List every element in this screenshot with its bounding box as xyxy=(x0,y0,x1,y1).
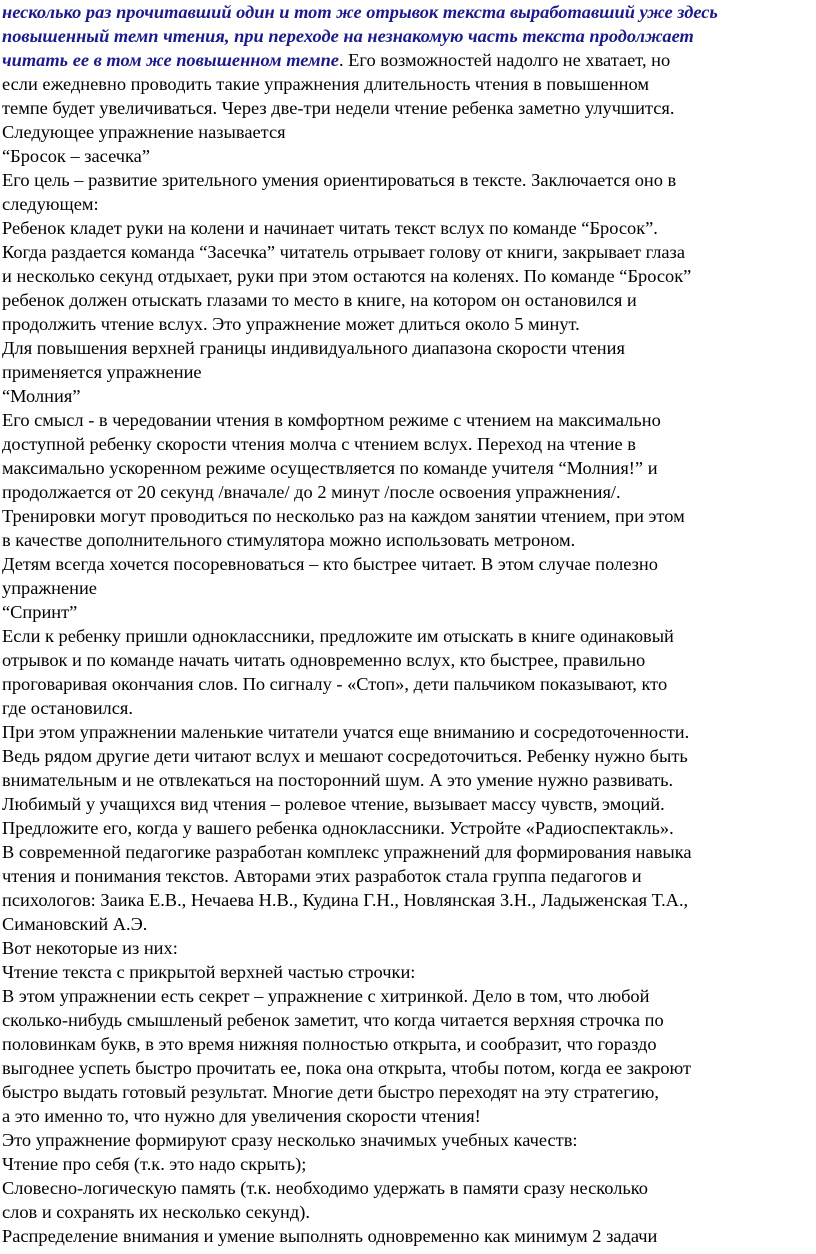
body-text: . Его возможностей надолго не хватает, но xyxy=(338,50,671,70)
text-line xyxy=(2,1008,804,1032)
body-text: где остановился. xyxy=(2,698,133,718)
text-line xyxy=(2,24,804,48)
text-line xyxy=(2,336,804,360)
text-line xyxy=(2,192,804,216)
emphasized-text: повышенный темп чтения, при переходе на незнакомую часть текста продолжает xyxy=(2,26,694,46)
text-line xyxy=(2,1128,804,1152)
body-text: “Спринт” xyxy=(2,602,78,622)
text-line xyxy=(2,96,804,120)
body-text: чтения и понимания текстов. Авторами этих разработок стала группа педагогов и xyxy=(2,866,642,886)
body-text: Следующее упражнение называется xyxy=(2,122,286,142)
body-text: упражнение xyxy=(2,578,97,598)
body-text: При этом упражнении маленькие читатели учатся еще вниманию и сосредоточенности. xyxy=(2,722,690,742)
body-text: Тренировки могут проводиться по несколько раз на каждом занятии чтением, при этом xyxy=(2,506,685,526)
body-text: выгоднее успеть быстро прочитать ее, пока она открыта, чтобы потом, когда ее закроют xyxy=(2,1058,692,1078)
text-line xyxy=(2,696,804,720)
body-text: Если к ребенку пришли одноклассники, предложите им отыскать в книге одинаковый xyxy=(2,626,674,646)
text-line xyxy=(2,120,804,144)
body-text: половинкам букв, в это время нижняя полностью открыта, и сообразит, что гораздо xyxy=(2,1034,657,1054)
text-line xyxy=(2,744,804,768)
body-text: Словесно-логическую память (т.к. необходимо удержать в памяти сразу несколько xyxy=(2,1178,648,1198)
body-text: В современной педагогике разработан комплекс упражнений для формирования навыка xyxy=(2,842,692,862)
body-text: продолжается от 20 секунд /вначале/ до 2 минут /после освоения упражнения/. xyxy=(2,482,621,502)
text-line xyxy=(2,408,804,432)
text-line xyxy=(2,1200,804,1224)
body-text: Ребенок кладет руки на колени и начинает читать текст вслух по команде “Бросок”. xyxy=(2,218,658,238)
text-line xyxy=(2,648,804,672)
body-text: Для повышения верхней границы индивидуального диапазона скорости чтения xyxy=(2,338,625,358)
body-text: темпе будет увеличиваться. Через две-три недели чтение ребенка заметно улучшится. xyxy=(2,98,675,118)
text-line xyxy=(2,984,804,1008)
text-line xyxy=(2,1056,804,1080)
body-text: продолжить чтение вслух. Это упражнение может длиться около 5 минут. xyxy=(2,314,580,334)
text-line xyxy=(2,240,804,264)
body-text: Чтение текста с прикрытой верхней частью строчки: xyxy=(2,962,416,982)
emphasized-text: несколько раз прочитавший один и тот же отрывок текста выработавший уже здесь xyxy=(2,2,718,22)
body-text: внимательным и не отвлекаться на посторонний шум. А это умение нужно развивать. xyxy=(2,770,674,790)
body-text: психологов: Заика Е.В., Нечаева Н.В., Кудина Г.Н., Новлянская З.Н., Ладыженская Т.А., xyxy=(2,890,689,910)
body-text: сколько-нибудь смышленый ребенок заметит, что когда читается верхняя строчка по xyxy=(2,1010,664,1030)
text-line xyxy=(2,840,804,864)
text-line xyxy=(2,768,804,792)
body-text: проговаривая окончания слов. По сигналу - «Стоп», дети пальчиком показывают, кто xyxy=(2,674,668,694)
text-line xyxy=(2,576,804,600)
text-line xyxy=(2,384,804,408)
body-text: Детям всегда хочется посоревноваться – кто быстрее читает. В этом случае полезно xyxy=(2,554,658,574)
body-text: применяется упражнение xyxy=(2,362,202,382)
body-text: Это упражнение формируют сразу несколько значимых учебных качеств: xyxy=(2,1130,578,1150)
text-line xyxy=(2,720,804,744)
text-line xyxy=(2,168,804,192)
text-line xyxy=(2,888,804,912)
text-line xyxy=(2,864,804,888)
body-text: Предложите его, когда у вашего ребенка одноклассники. Устройте «Радиоспектакль». xyxy=(2,818,674,838)
text-line xyxy=(2,1104,804,1128)
body-text: следующем: xyxy=(2,194,99,214)
text-line xyxy=(2,288,804,312)
text-line xyxy=(2,1152,804,1176)
text-line xyxy=(2,432,804,456)
text-line xyxy=(2,1080,804,1104)
text-line xyxy=(2,312,804,336)
body-text: Когда раздается команда “Засечка” читатель отрывает голову от книги, закрывает глаза xyxy=(2,242,685,262)
text-line xyxy=(2,792,804,816)
text-line xyxy=(2,144,804,168)
text-line xyxy=(2,600,804,624)
text-line xyxy=(2,936,804,960)
text-line xyxy=(2,216,804,240)
text-line xyxy=(2,528,804,552)
body-text: Любимый у учащихся вид чтения – ролевое чтение, вызывает массу чувств, эмоций. xyxy=(2,794,665,814)
body-text: В этом упражнении есть секрет – упражнение с хитринкой. Дело в том, что любой xyxy=(2,986,650,1006)
text-line xyxy=(2,48,804,72)
body-text: в качестве дополнительного стимулятора можно использовать метроном. xyxy=(2,530,576,550)
body-text: ребенок должен отыскать глазами то место в книге, на котором он остановился и xyxy=(2,290,637,310)
body-text: отрывок и по команде начать читать одновременно вслух, кто быстрее, правильно xyxy=(2,650,646,670)
body-text: быстро выдать готовый результат. Многие дети быстро переходят на эту стратегию, xyxy=(2,1082,659,1102)
body-text: если ежедневно проводить такие упражнения длительность чтения в повышенном xyxy=(2,74,649,94)
body-text: Его смысл - в чередовании чтения в комфортном режиме с чтением на максимально xyxy=(2,410,661,430)
body-text: Вот некоторые из них: xyxy=(2,938,178,958)
body-text: Симановский А.Э. xyxy=(2,914,148,934)
text-line xyxy=(2,816,804,840)
text-line xyxy=(2,72,804,96)
body-text: Чтение про себя (т.к. это надо скрыть); xyxy=(2,1154,307,1174)
body-text: “Бросок – засечка” xyxy=(2,146,151,166)
body-text: Его цель – развитие зрительного умения ориентироваться в тексте. Заключается оно в xyxy=(2,170,677,190)
text-line xyxy=(2,480,804,504)
body-text: Распределение внимания и умение выполнять одновременно как минимум 2 задачи xyxy=(2,1226,658,1246)
text-line xyxy=(2,1176,804,1200)
text-line xyxy=(2,912,804,936)
body-text: доступной ребенку скорости чтения молча с чтением вслух. Переход на чтение в xyxy=(2,434,636,454)
text-line xyxy=(2,264,804,288)
body-text: а это именно то, что нужно для увеличения скорости чтения! xyxy=(2,1106,481,1126)
text-line xyxy=(2,360,804,384)
text-line xyxy=(2,624,804,648)
text-line xyxy=(2,504,804,528)
body-text: “Молния” xyxy=(2,386,81,406)
text-line xyxy=(2,1032,804,1056)
body-text: Ведь рядом другие дети читают вслух и мешают сосредоточиться. Ребенку нужно быть xyxy=(2,746,688,766)
text-line xyxy=(2,672,804,696)
emphasized-text: читать ее в том же повышенном темпе xyxy=(2,50,339,70)
text-line xyxy=(2,960,804,984)
body-text: максимально ускоренном режиме осуществляется по команде учителя “Молния!” и xyxy=(2,458,658,478)
text-line xyxy=(2,0,804,24)
text-line xyxy=(2,1224,804,1248)
text-line xyxy=(2,456,804,480)
body-text: и несколько секунд отдыхает, руки при этом остаются на коленях. По команде “Бросок” xyxy=(2,266,692,286)
body-text: слов и сохранять их несколько секунд). xyxy=(2,1202,310,1222)
text-line xyxy=(2,552,804,576)
